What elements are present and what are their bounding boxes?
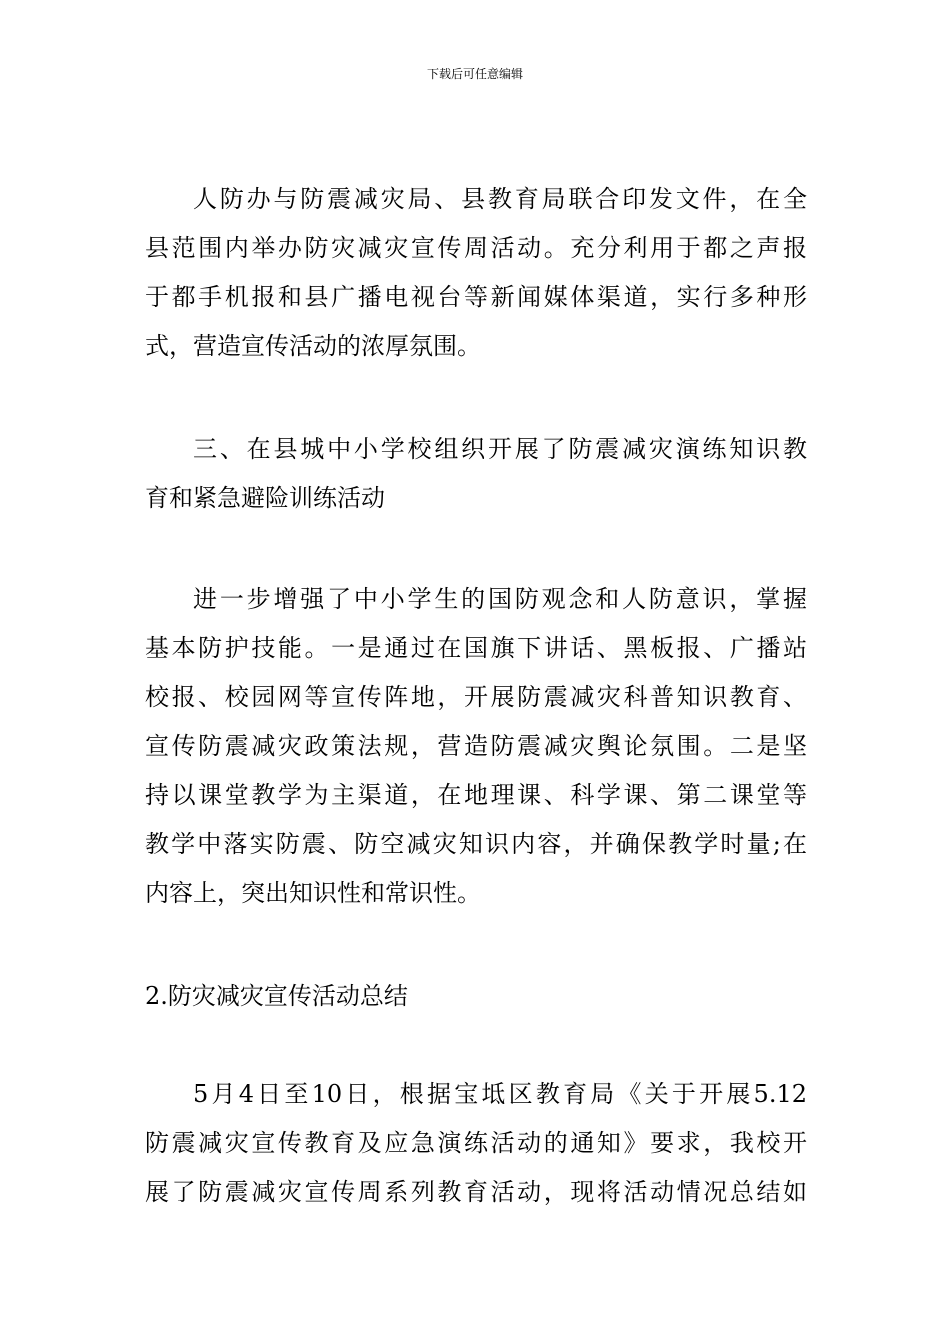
section-heading-line: 2.防灾减灾宣传活动总结 — [145, 982, 408, 1010]
paragraph-line: 县范围内举办防灾减灾宣传周活动。充分利用于都之声报 — [145, 234, 807, 262]
paragraph-line: 内容上，突出知识性和常识性。 — [145, 879, 481, 907]
paragraph-line: 5月4日至10日，根据宝坻区教育局《关于开展5.12 — [193, 1080, 807, 1108]
paragraph-line: 校报、校园网等宣传阵地，开展防震减灾科普知识教育、 — [145, 683, 807, 711]
paragraph-line: 进一步增强了中小学生的国防观念和人防意识，掌握 — [193, 585, 807, 613]
paragraph-line: 人防办与防震减灾局、县教育局联合印发文件，在全 — [193, 185, 807, 213]
paragraph-line: 基本防护技能。一是通过在国旗下讲话、黑板报、广播站 — [145, 634, 807, 662]
paragraph-line: 三、在县城中小学校组织开展了防震减灾演练知识教 — [193, 435, 807, 463]
paragraph-3 — [145, 575, 807, 918]
paragraph-1 — [145, 175, 807, 371]
paragraph-2 — [145, 425, 807, 523]
paragraph-5 — [145, 1070, 807, 1217]
paragraph-line: 防震减灾宣传教育及应急演练活动的通知》要求，我校开 — [145, 1129, 807, 1157]
section-heading — [145, 972, 807, 1021]
paragraph-line: 展了防震减灾宣传周系列教育活动，现将活动情况总结如 — [145, 1178, 807, 1206]
header-note: 下载后可任意编辑 — [426, 67, 523, 81]
paragraph-line: 育和紧急避险训练活动 — [145, 484, 385, 512]
paragraph-line: 式，营造宣传活动的浓厚氛围。 — [145, 332, 481, 360]
paragraph-line: 持以课堂教学为主渠道，在地理课、科学课、第二课堂等 — [145, 781, 807, 809]
paragraph-line: 教学中落实防震、防空减灾知识内容，并确保教学时量;在 — [145, 830, 807, 858]
paragraph-line: 宣传防震减灾政策法规，营造防震减灾舆论氛围。二是坚 — [145, 732, 807, 760]
paragraph-line: 于都手机报和县广播电视台等新闻媒体渠道，实行多种形 — [145, 283, 807, 311]
